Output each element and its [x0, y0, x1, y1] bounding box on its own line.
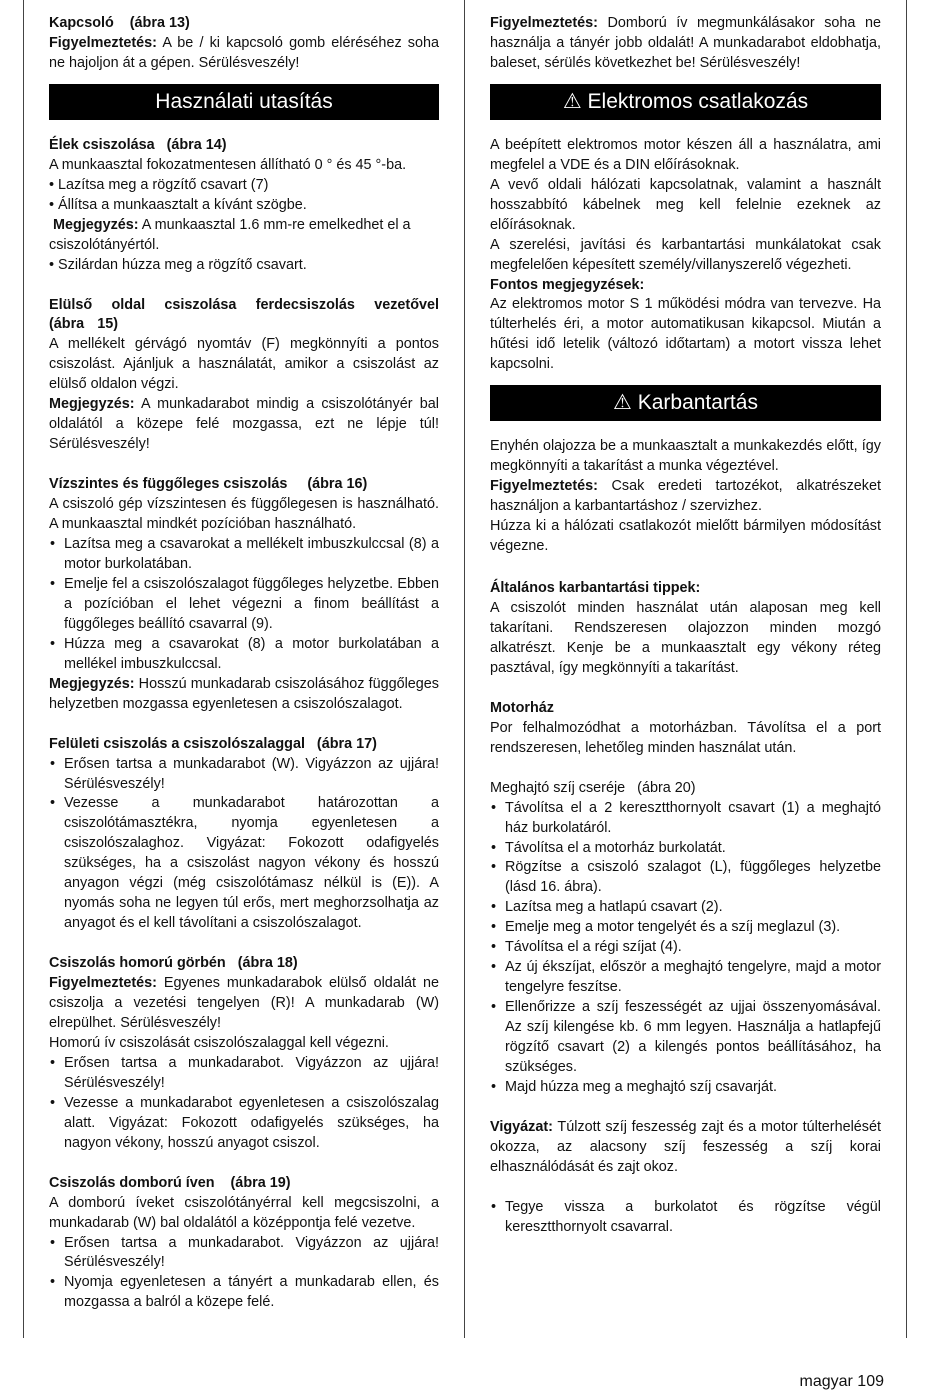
domboru-title: Csiszolás domború íven (ábra 19) [49, 1174, 291, 1191]
elektro-paragraph: A vevő oldali hálózati kapcsolatnak, valamint a használt hosszabbító kábelnek meg kell felelnie ezeknek az előírásoknak. [490, 176, 881, 233]
motorhaz-title: Motorház [490, 699, 554, 716]
elek-paragraph: A munkaasztal fokozatmentesen állítható 0 ° és 45 °-ba. [49, 156, 407, 173]
kapcsolo-title: Kapcsoló (ábra 13) [49, 15, 190, 31]
kapcsolo-warning [49, 34, 439, 74]
domboru-paragraph: A domború íveket csiszolótányérral kell megcsiszolni, a munkadarab (W) bal oldalától a középpontja felé vezetve. [49, 1194, 439, 1231]
section-header-maintenance: ⚠ Karbantartás [490, 385, 881, 421]
page-footer: magyar 109 [799, 1373, 884, 1390]
list-item: • Távolítsa el a motorház burkolatát. [490, 839, 881, 859]
list-item: • Az új ékszíjat, először a meghajtó tengelyre, majd a motor tengelyre feszítse. [490, 958, 881, 998]
note-label: Megjegyzés: [49, 675, 135, 692]
final-list [490, 1198, 881, 1238]
spacer [49, 715, 439, 735]
warning-text: Domború ív megmunkálásakor soha ne használja a tányér jobb oldalát! A munkadarabot eldobhatja, baleset, sérülés következhet be! Sérülésveszély! [490, 15, 881, 71]
spacer [490, 759, 881, 779]
warning-text: A be / ki kapcsoló gomb eléréséhez soha ne hajoljon át a gépen. Sérülésveszély! [49, 34, 439, 71]
warning-text: Egyenes munkadarabok elülső oldalát ne csiszolja a vezetési tengelyen (R)! A munkadarab (W) elrepülhet. Sérülésveszély! [49, 975, 439, 1031]
note-text: A munkadarabot mindig a csiszolótányér bal oldalától a közepe felé mozgassa, ezt ne lépje túl! Sérülésveszély! [49, 396, 439, 453]
homoru-list [49, 1054, 439, 1154]
homoru-title: Csiszolás homorú görbén (ábra 18) [49, 955, 298, 972]
top-warning [490, 14, 881, 74]
caution-label: Vigyázat: [490, 1118, 553, 1135]
vizsz-title: Vízszintes és függőleges csiszolás (ábra 16) [49, 476, 368, 493]
elektro-important-label: Fontos megjegyzések: [490, 276, 645, 293]
list-item: • Erősen tartsa a munkadarabot. Vigyázzon az ujjára! Sérülésveszély! [49, 1054, 439, 1094]
elulso-paragraph: A mellékelt gérvágó nyomtáv (F) megkönnyíti a pontos csiszolást. Ajánljuk a használatát, amikor a csiszolást az elülső oldalon végzi. [49, 336, 439, 393]
left-column [49, 14, 439, 1313]
warning-label: Figyelmeztetés: [490, 15, 598, 31]
list-item: • Vezesse a munkadarabot határozottan a csiszolótámasztékra, nyomja egyenletesen a csiszolószalaghoz. Vigyázat: Fokozott odafigyelés szükséges, ha a csiszolást nagyon vékony és hosszú anyagon végzi (még csiszolótámasz nélkül is (E)). A nyomás soha ne legyen túl erős, mert meghorzsolhatja az anyagot és el kell távolítani a csiszolószalagot. [49, 794, 439, 934]
warning-label: Figyelmeztetés: [49, 34, 157, 51]
list-item: • Ellenőrizze a szíj feszességét az ujjai összenyomásával. Az szíj kilengése kb. 6 mm legyen. Használja a hatlapfejű rögzítő csavart (2) a kilengés pontos beállításához, ha szükséges. [490, 998, 881, 1078]
homoru-warning [49, 974, 439, 1034]
homoru-paragraph: Homorú ív csiszolását csiszolószalaggal kell végezni. [49, 1034, 389, 1051]
szij-list [490, 799, 881, 1098]
list-item: • Távolítsa el a 2 keresztthornyolt csavart (1) a meghajtó ház burkolatáról. [490, 799, 881, 839]
left-margin-rule [23, 0, 24, 1338]
feluleti-list [49, 755, 439, 935]
column-divider-rule [464, 0, 465, 1338]
list-item: • Rögzítse a csiszoló szalagot (L), függőleges helyzetbe (lásd 16. ábra). [490, 858, 881, 898]
list-item: • Nyomja egyenletesen a tányért a munkadarab ellen, és mozgassa a balról a közepe felé. [49, 1273, 439, 1313]
spacer [490, 679, 881, 699]
list-item: • Húzza meg a csavarokat (8) a motor burkolatában a mellékel imbuszkulccsal. [49, 635, 439, 675]
section-header-electrical: ⚠ Elektromos csatlakozás [490, 84, 881, 120]
list-item: • Erősen tartsa a munkadarabot. Vigyázzon az ujjára! Sérülésveszély! [49, 1234, 439, 1274]
list-item: • Majd húzza meg a meghajtó szíj csavarját. [490, 1078, 881, 1098]
spacer [49, 276, 439, 296]
warning-text: Csak eredeti tartozékot, alkatrészeket használjon a karbantartáshoz / szervizhez. [490, 478, 881, 515]
list-item: • Tegye vissza a burkolatot és rögzítse végül keresztthornyolt csavarral. [490, 1198, 881, 1238]
list-item: • Emelje meg a motor tengelyét és a szíj meglazul (3). [490, 918, 881, 938]
tippek-title: Általános karbantartási tippek: [490, 580, 701, 597]
list-item: • Erősen tartsa a munkadarabot (W). Vigyázzon az ujjára! Sérülésveszély! [49, 755, 439, 795]
spacer [49, 1154, 439, 1174]
vigyazat-note [490, 1118, 881, 1178]
caution-text: Túlzott szíj feszesség zajt és a motor túlterhelését okozza, az alacsony szíj feszesség a szíj korai elhasználódását és zajt okoz. [490, 1118, 881, 1175]
karb-paragraph: Húzza ki a hálózati csatlakozót mielőtt bármilyen módosítást végezne. [490, 518, 881, 555]
elek-step: • Szilárdan húzza meg a rögzítő csavart. [49, 256, 307, 273]
elek-note [49, 216, 439, 256]
vizsz-note [49, 675, 439, 715]
note-label: Megjegyzés: [49, 216, 139, 233]
domboru-list [49, 1234, 439, 1314]
elek-title: Élek csiszolása (ábra 14) [49, 136, 227, 153]
vizsz-paragraph: A csiszoló gép vízszintesen és függőlegesen is használható. A munkaasztal mindkét pozícióban használható. [49, 496, 439, 533]
warning-label: Figyelmeztetés: [49, 975, 157, 992]
elektro-paragraph: Az elektromos motor S 1 működési módra van tervezve. Ha túlterhelés éri, a motor automatikusan kikapcsol. Miután a hűtési idő letelik (változó időtartam) a motort vissza lehet kapcsolni. [490, 296, 881, 373]
note-text: A munkaasztal 1.6 mm-re emelkedhet el a csiszolótányértól. [49, 216, 411, 253]
right-column [490, 14, 881, 1238]
section-header-usage: Használati utasítás [49, 84, 439, 120]
elek-step: • Állítsa a munkaasztalt a kívánt szögbe. [49, 196, 307, 213]
vizsz-list [49, 535, 439, 675]
szij-title: Meghajtó szíj cseréje (ábra 20) [490, 779, 696, 796]
spacer [49, 455, 439, 475]
motorhaz-paragraph: Por felhalmozódhat a motorházban. Távolítsa el a port rendszeresen, lehetőleg minden használat után. [490, 719, 881, 756]
karb-paragraph: Enyhén olajozza be a munkaasztalt a munkakezdés előtt, így megkönnyíti a takarítást a munka végeztével. [490, 438, 881, 475]
list-item: • Távolítsa el a régi szíjat (4). [490, 938, 881, 958]
elek-step: • Lazítsa meg a rögzítő csavart (7) [49, 176, 269, 193]
elektro-paragraph: A szerelési, javítási és karbantartási munkálatokat csak megfelelően képesített személy/villanyszerelő végezheti. [490, 236, 881, 273]
right-margin-rule [906, 0, 907, 1338]
note-label: Megjegyzés: [49, 396, 135, 413]
warning-label: Figyelmeztetés: [490, 478, 598, 495]
list-item: • Lazítsa meg a hatlapú csavart (2). [490, 898, 881, 918]
elulso-title: Elülső oldal csiszolása ferdecsiszolás vezetővel (ábra 15) [49, 296, 439, 333]
elektro-paragraph: A beépített elektromos motor készen áll a használatra, ami megfelel a VDE és a DIN előírásoknak. [490, 136, 881, 173]
list-item: • Lazítsa meg a csavarokat a mellékelt imbuszkulccsal (8) a motor burkolatában. [49, 535, 439, 575]
note-text: Hosszú munkadarab csiszolásához függőleges helyzetben mozgassa egyenletesen a csiszolószalagot. [49, 675, 439, 712]
karb-warning [490, 477, 881, 517]
spacer [490, 557, 881, 579]
elulso-note [49, 395, 439, 455]
feluleti-title: Felületi csiszolás a csiszolószalaggal (ábra 17) [49, 735, 377, 752]
list-item: • Emelje fel a csiszolószalagot függőleges helyzetbe. Ebben a pozícióban el lehet végezni a finom beállítást a függőleges beállító csavarral (9). [49, 575, 439, 635]
tippek-paragraph: A csiszolót minden használat után alaposan meg kell takarítani. Rendszeresen olajozzon minden mozgó alkatrészt. Kenje be a munkaasztalt egy vékony réteg pasztával, így megkönnyíti a takarítást. [490, 599, 881, 676]
spacer [490, 1098, 881, 1118]
spacer [49, 934, 439, 954]
spacer [490, 1178, 881, 1198]
list-item: • Vezesse a munkadarabot egyenletesen a csiszolószalag alatt. Vigyázat: Fokozott odafigyelés szükséges, ha nagyon vékony, hosszú anyagot csiszol. [49, 1094, 439, 1154]
